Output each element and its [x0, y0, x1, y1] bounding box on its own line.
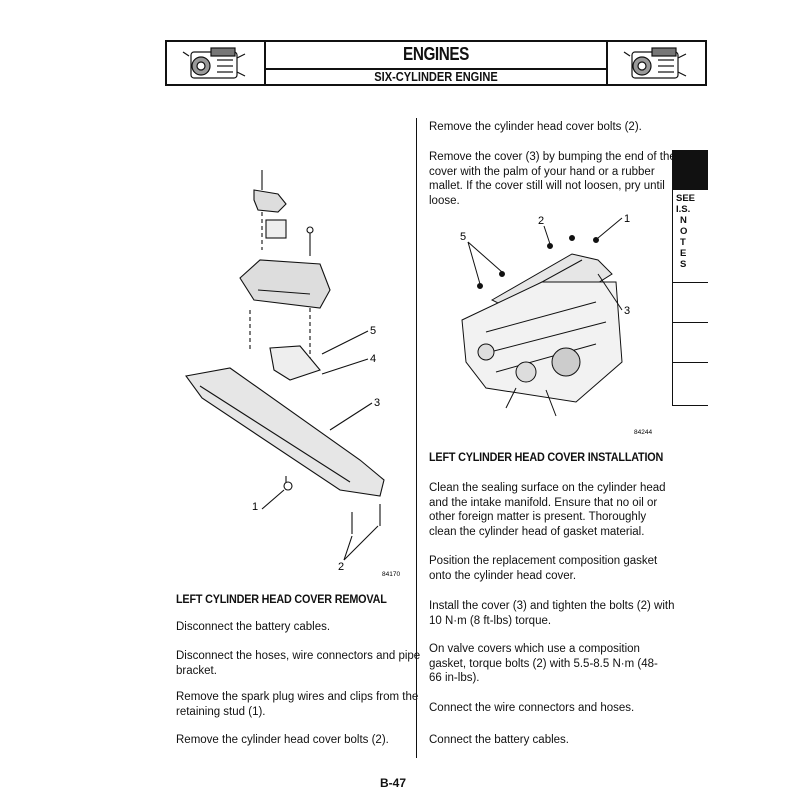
text-line: Remove the cylinder head cover bolts (2).: [176, 734, 389, 746]
removal-heading: LEFT CYLINDER HEAD COVER REMOVAL: [176, 592, 387, 606]
text-line: clean the cylinder head of gasket material.: [429, 525, 645, 538]
right-fig-callout-3: 3: [624, 305, 631, 317]
tab-letter: O: [680, 226, 688, 237]
removal-step-2: [176, 649, 420, 678]
tab-line-is: I.S.: [676, 204, 691, 215]
text-line: other foreign matter is present. Thoroughly: [429, 511, 647, 523]
side-tab-marker: [672, 150, 708, 190]
tab-line-see: SEE: [676, 193, 696, 204]
engine-logo-left: [167, 42, 266, 84]
right-fig-callout-2: 2: [538, 215, 545, 227]
page-subtitle: SIX-CYLINDER ENGINE: [374, 69, 498, 84]
engine-mount-diagram: [170, 160, 410, 580]
removal-step-1: [176, 620, 330, 635]
text-line: loose.: [429, 194, 460, 207]
left-fig-callout-1: 1: [252, 501, 259, 513]
text-line: Remove the spark plug wires and clips from the: [176, 691, 419, 703]
text-line: cover with the palm of your hand or a rubber: [429, 165, 655, 178]
right-fig-callout-5: 5: [460, 231, 467, 243]
side-tab-edge: [672, 190, 673, 405]
text-line: Disconnect the hoses, wire connectors and pipe: [176, 650, 421, 662]
text-line: onto the cylinder head cover.: [429, 569, 577, 582]
text-line: Clean the sealing surface on the cylinder head: [429, 482, 666, 494]
right-figure-number: 84244: [634, 429, 653, 436]
text-line: Remove the cover (3) by bumping the end of the: [429, 151, 676, 163]
side-tab-rule: [672, 282, 708, 283]
right-fig-callout-1: 1: [624, 213, 631, 225]
text-line: Position the replacement composition gasket: [429, 555, 658, 567]
tab-letter: S: [680, 259, 687, 270]
text-line: gasket, torque bolts (2) with 5.5-8.5 N·m (48-: [429, 657, 658, 670]
left-figure-number: 84170: [382, 571, 401, 578]
left-fig-callout-3: 3: [374, 397, 381, 409]
text-line: Connect the wire connectors and hoses.: [429, 702, 635, 714]
cylinder-head-cover-diagram: [446, 212, 666, 440]
install-step-6: [429, 733, 569, 748]
install-step-3: [429, 599, 674, 628]
left-fig-callout-5: 5: [370, 325, 377, 337]
tab-letter: E: [680, 248, 687, 259]
install-step-4: [429, 642, 658, 686]
text-line: bracket.: [176, 664, 217, 677]
text-line: Disconnect the battery cables.: [176, 621, 331, 633]
text-line: Remove the cylinder head cover bolts (2).: [429, 121, 642, 133]
page-header: [165, 40, 707, 86]
right-intro-2: [429, 150, 676, 208]
installation-heading: LEFT CYLINDER HEAD COVER INSTALLATION: [429, 450, 664, 464]
text-line: mallet. If the cover still will not loosen, pry until: [429, 180, 665, 192]
removal-step-3: [176, 690, 418, 719]
page-title: ENGINES: [403, 44, 469, 64]
text-line: 10 N·m (8 ft-lbs) torque.: [429, 614, 552, 627]
side-tab-rule: [672, 362, 708, 363]
side-tab-rule: [672, 322, 708, 323]
right-intro-1: [429, 120, 642, 135]
install-step-5: [429, 701, 634, 716]
see-is-notes-tab: [676, 193, 695, 270]
text-line: 66 in-lbs).: [429, 672, 480, 684]
engine-logo-right: [606, 42, 705, 84]
left-fig-callout-2: 2: [338, 561, 345, 573]
text-line: On valve covers which use a composition: [429, 643, 640, 655]
install-step-1: [429, 481, 666, 539]
install-step-2: [429, 554, 657, 583]
tab-letter: T: [680, 237, 686, 248]
header-center: [264, 42, 608, 84]
side-tab-rule: [672, 405, 708, 406]
text-line: and the intake manifold. Ensure that no oil or: [429, 496, 658, 509]
tab-letter: N: [680, 215, 687, 226]
page-number: B-47: [380, 776, 407, 790]
removal-step-4: [176, 733, 389, 748]
left-fig-callout-4: 4: [370, 353, 377, 365]
text-line: Install the cover (3) and tighten the bolts (2) with: [429, 600, 675, 612]
text-line: Connect the battery cables.: [429, 734, 569, 746]
text-line: retaining stud (1).: [176, 705, 266, 718]
